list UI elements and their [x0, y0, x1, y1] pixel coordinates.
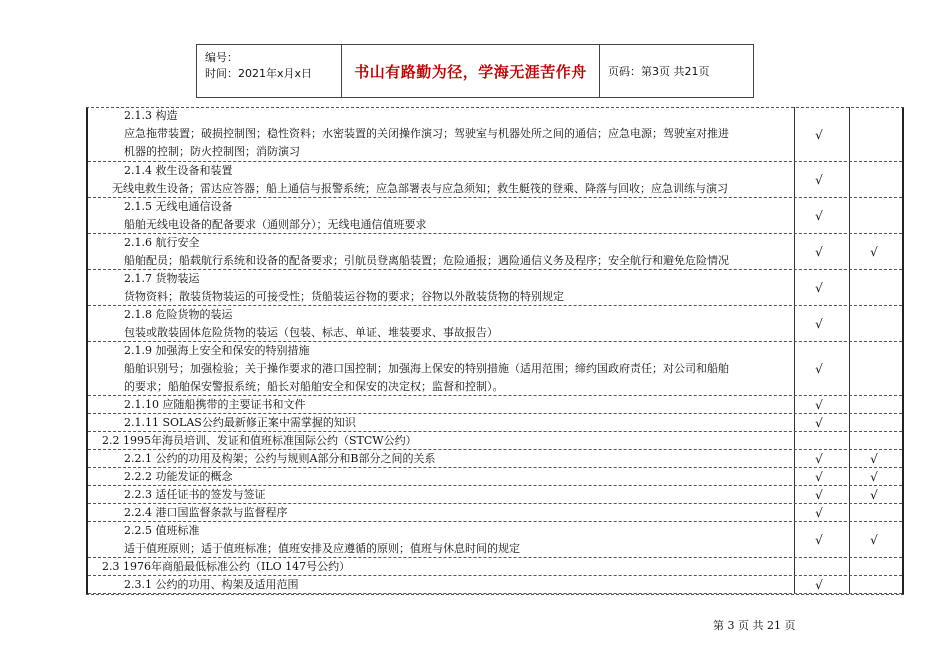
table-row: [88, 522, 902, 558]
table-row: [88, 198, 902, 234]
check-mark-col2: √: [870, 488, 878, 502]
row-heading: 2.2.5 值班标准: [124, 524, 200, 537]
check-mark-col2: √: [870, 452, 878, 466]
table-row: [88, 414, 902, 432]
check-mark-col2: √: [870, 245, 878, 259]
table-row: [88, 486, 902, 504]
header-time: 时间：2021年x月x日: [205, 67, 313, 80]
check-mark-col1: √: [815, 398, 823, 412]
row-heading: 2.1.5 无线电通信设备: [124, 200, 233, 213]
row-detail: 货物资料；散装货物装运的可接受性；货船装运谷物的要求；谷物以外散装货物的特别规定: [124, 290, 564, 303]
header-number: 编号：: [205, 51, 238, 64]
check-mark-col1: √: [815, 533, 823, 547]
table-row: [88, 468, 902, 486]
page-footer: 第 3 页 共 21 页: [713, 619, 796, 632]
row-heading: 2.1.6 航行安全: [124, 236, 200, 249]
row-heading: 2.2.1 公约的功用及构架；公约与规则A部分和B部分之间的关系: [124, 452, 436, 465]
check-mark-col1: √: [815, 281, 823, 295]
check-mark-col1: √: [815, 416, 823, 430]
row-detail: 应急拖带装置；破损控制图；稳性资料；水密装置的关闭操作演习；驾驶室与机器处所之间的通信；应急电源；驾驶室对推进: [124, 127, 729, 140]
table-bottom-rule: [86, 594, 904, 595]
row-heading: 2.2.3 适任证书的签发与签证: [124, 488, 266, 501]
check-mark-col1: √: [815, 317, 823, 331]
check-mark-col1: √: [815, 578, 823, 592]
row-heading: 2.1.11 SOLAS公约最新修正案中需掌握的知识: [124, 416, 356, 429]
table-row: [88, 576, 902, 594]
table-row: [88, 558, 902, 576]
page-header: [196, 44, 754, 98]
row-detail: 船舶无线电设备的配备要求（通则部分）；无线电通信值班要求: [124, 218, 427, 231]
row-heading: 2.1.4 救生设备和装置: [124, 164, 233, 177]
header-motto: 书山有路勤为径，学海无涯苦作舟: [342, 45, 600, 97]
table-row: [88, 234, 902, 270]
check-mark-col1: √: [815, 488, 823, 502]
row-heading: 2.1.3 构造: [124, 109, 178, 122]
row-detail: 船舶识别号；加强检验；关于操作要求的港口国控制；加强海上保安的特别措施（适用范围；缔约国政府责任；对公司和船舶: [124, 362, 729, 375]
check-mark-col1: √: [815, 506, 823, 520]
row-heading: 2.2.4 港口国监督条款与监督程序: [124, 506, 288, 519]
row-detail: 船舶配员；船载航行系统和设备的配备要求；引航员登离船装置；危险通报；遇险通信义务及程序；安全航行和避免危险情况: [124, 254, 729, 267]
row-heading: 2.3 1976年商船最低标准公约（ILO 147号公约）: [102, 560, 351, 573]
header-meta: [197, 45, 342, 97]
table-row: [88, 342, 902, 396]
check-mark-col1: √: [815, 173, 823, 187]
row-detail: 无线电救生设备；雷达应答器；船上通信与报警系统；应急部署表与应急须知；救生艇筏的登乘、降落与回收；应急训练与演习: [112, 182, 728, 195]
table-row: [88, 432, 902, 450]
check-mark-col1: √: [815, 470, 823, 484]
check-mark-col1: √: [815, 452, 823, 466]
check-mark-col1: √: [815, 209, 823, 223]
check-mark-col1: √: [815, 362, 823, 376]
table-row: [88, 504, 902, 522]
table-row: [88, 107, 902, 162]
row-heading: 2.2 1995年海员培训、发证和值班标准国际公约（STCW公约）: [102, 434, 417, 447]
check-mark-col2: √: [870, 533, 878, 547]
table-row: [88, 162, 902, 198]
row-heading: 2.1.9 加强海上安全和保安的特别措施: [124, 344, 310, 357]
row-detail: 机器的控制；防火控制图；消防演习: [124, 145, 300, 158]
row-heading: 2.1.7 货物装运: [124, 272, 200, 285]
row-detail: 适于值班原则；适于值班标准；值班安排及应遵循的原则；值班与休息时间的规定: [124, 542, 520, 555]
table-row: [88, 450, 902, 468]
check-mark-col1: √: [815, 245, 823, 259]
row-heading: 2.1.8 危险货物的装运: [124, 308, 233, 321]
table-row: [88, 270, 902, 306]
header-page-info: 页码：第3页 共21页: [608, 65, 710, 78]
check-mark-col1: √: [815, 127, 823, 142]
check-mark-col2: √: [870, 470, 878, 484]
row-heading: 2.3.1 公约的功用、构架及适用范围: [124, 578, 299, 591]
table-row: [88, 306, 902, 342]
row-detail: 包装或散装固体危险货物的装运（包装、标志、单证、堆装要求、事故报告）: [124, 326, 498, 339]
table-row: [88, 396, 902, 414]
row-heading: 2.1.10 应随船携带的主要证书和文件: [124, 398, 306, 411]
row-detail: 的要求；船舶保安警报系统；船长对船舶安全和保安的决定权；监督和控制）。: [124, 380, 504, 393]
row-heading: 2.2.2 功能发证的概念: [124, 470, 233, 483]
